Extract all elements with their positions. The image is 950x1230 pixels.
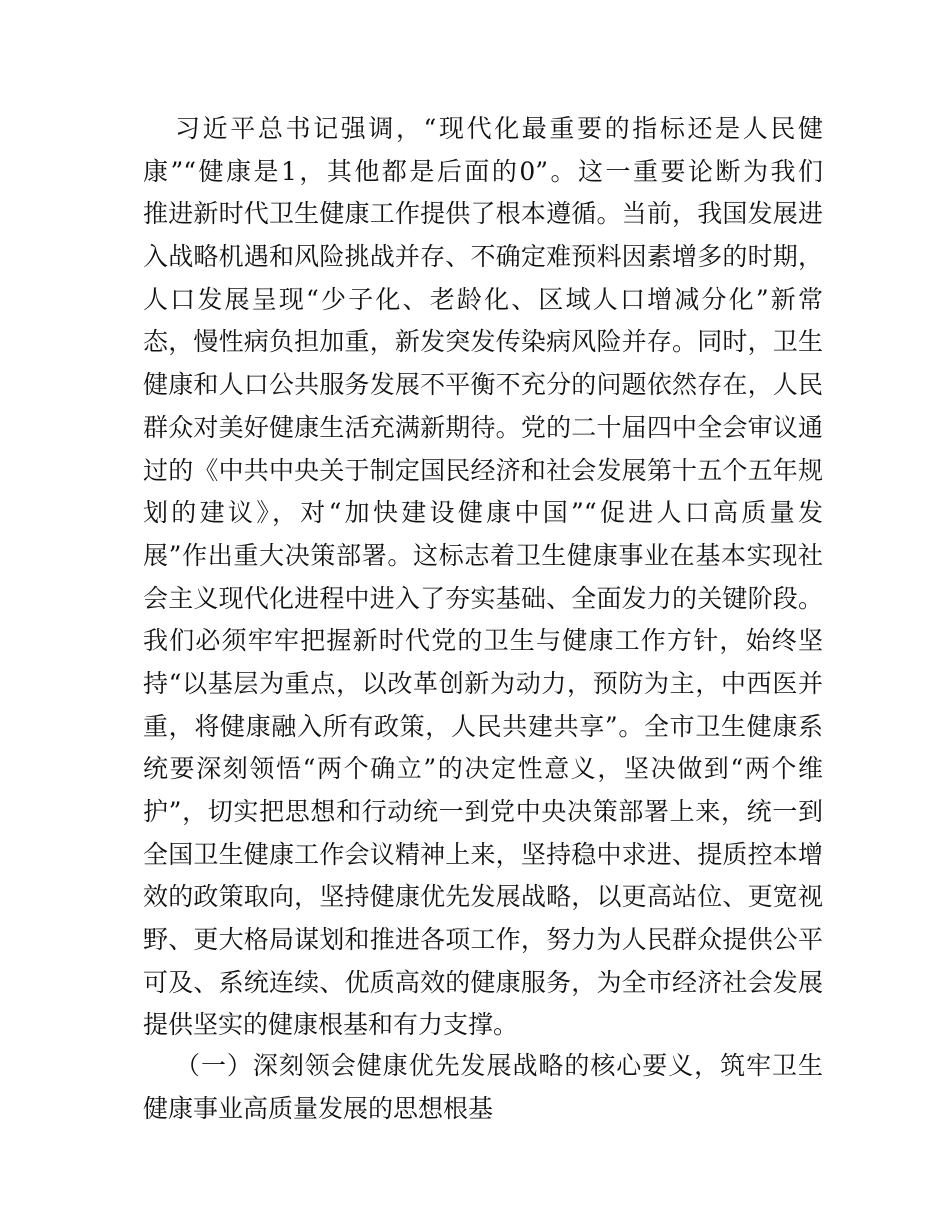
- paragraph-line: 会主义现代化进程中进入了夯实基础、全面发力的关键阶段。: [143, 583, 823, 613]
- paragraph-line: 推进新时代卫生健康工作提供了根本遵循。当前，我国发展进: [143, 199, 823, 229]
- paragraph-line: 我们必须牢牢把握新时代党的卫生与健康工作方针，始终坚: [143, 626, 823, 656]
- heading-line: （一）深刻领会健康优先发展战略的核心要义，筑牢卫生: [175, 1051, 823, 1080]
- paragraph-line: 重，将健康融入所有政策，人民共建共享”。全市卫生健康系: [143, 711, 823, 741]
- paragraph-line: 野、更大格局谋划和推进各项工作，努力为人民群众提供公平: [143, 925, 823, 955]
- paragraph-line: 群众对美好健康生活充满新期待。党的二十届四中全会审议通: [143, 412, 823, 442]
- paragraph-line: 持“以基层为重点，以改革创新为动力，预防为主，中西医并: [143, 668, 823, 698]
- paragraph-line: 人口发展呈现“少子化、老龄化、区域人口增减分化”新常: [143, 284, 823, 314]
- paragraph-line: 康”“健康是1，其他都是后面的0”。这一重要论断为我们: [143, 156, 823, 186]
- heading-line: 健康事业高质量发展的思想根基: [143, 1093, 494, 1123]
- paragraph-line: 划的建议》，对“加快建设健康中国”“促进人口高质量发: [143, 498, 823, 528]
- paragraph-line: 提供坚实的健康根基和有力支撑。: [143, 1010, 519, 1040]
- paragraph-line: 可及、系统连续、优质高效的健康服务，为全市经济社会发展: [143, 967, 823, 997]
- paragraph-line: 入战略机遇和风险挑战并存、不确定难预料因素增多的时期，: [143, 242, 823, 272]
- paragraph-line: 效的政策取向，坚持健康优先发展战略，以更高站位、更宽视: [143, 882, 823, 912]
- body-paragraph: [143, 108, 823, 1047]
- paragraph-line: 统要深刻领悟“两个确立”的决定性意义，坚决做到“两个维: [143, 754, 823, 784]
- paragraph-line: 展”作出重大决策部署。这标志着卫生健康事业在基本实现社: [143, 540, 823, 570]
- paragraph-line: 健康和人口公共服务发展不平衡不充分的问题依然存在，人民: [143, 370, 823, 400]
- paragraph-line: 过的《中共中央关于制定国民经济和社会发展第十五个五年规: [143, 455, 823, 485]
- paragraph-line: 护”，切实把思想和行动统一到党中央决策部署上来，统一到: [143, 797, 823, 826]
- paragraph-line: 习近平总书记强调，“现代化最重要的指标还是人民健: [175, 114, 823, 143]
- section-heading: [143, 1045, 823, 1130]
- paragraph-line: 全国卫生健康工作会议精神上来，坚持稳中求进、提质控本增: [143, 839, 823, 869]
- paragraph-line: 态，慢性病负担加重，新发突发传染病风险并存。同时，卫生: [143, 327, 823, 357]
